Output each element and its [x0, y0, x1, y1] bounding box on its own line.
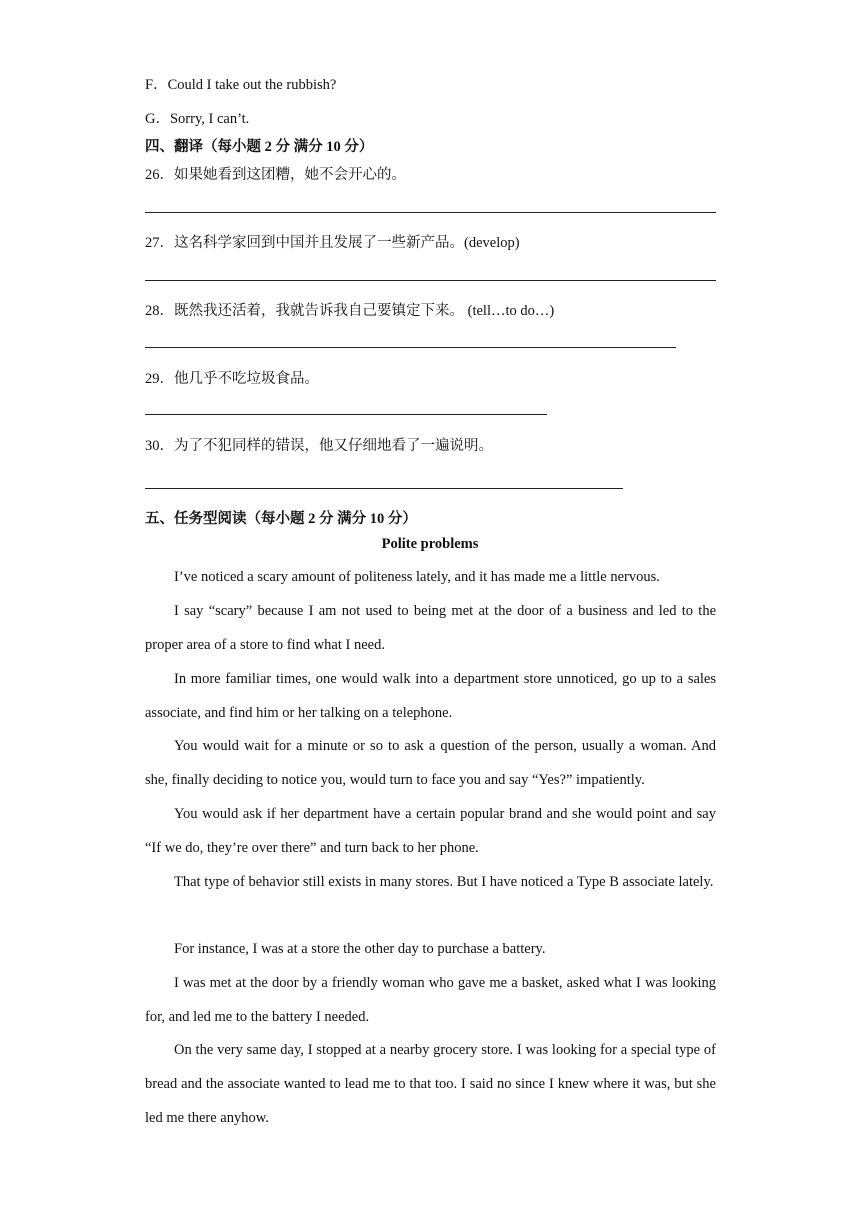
option-g: G．Sorry, I can’t.: [145, 111, 250, 127]
question-29: 29．他几乎不吃垃圾食品。: [145, 371, 319, 387]
answer-line-29[interactable]: [145, 414, 547, 415]
passage-paragraph: I say “scary” because I am not used to being met at the door of a business and led to the proper area of a store to find what I need.: [145, 603, 716, 653]
passage-paragraph: That type of behavior still exists in many stores. But I have noticed a Type B associate lately.: [174, 874, 714, 890]
question-30: 30．为了不犯同样的错误，他又仔细地看了一遍说明。: [145, 438, 493, 454]
passage-paragraph: You would ask if her department have a certain popular brand and she would point and say “If we do, they’re over there” and turn back to her phone.: [145, 806, 716, 856]
passage-paragraph: I’ve noticed a scary amount of politeness lately, and it has made me a little nervous.: [174, 569, 660, 585]
passage-paragraph: On the very same day, I stopped at a nearby grocery store. I was looking for a special type of bread and the associate wanted to lead me to that too. I said no since I knew where it was, but she led me there anyhow.: [145, 1042, 716, 1126]
passage-title: Polite problems: [381, 536, 479, 552]
passage-paragraph: In more familiar times, one would walk into a department store unnoticed, go up to a sales associate, and find him or her talking on a telephone.: [145, 671, 716, 721]
answer-line-30[interactable]: [145, 488, 623, 489]
question-28: 28．既然我还活着，我就告诉我自己要镇定下来。 (tell…to do…): [145, 303, 555, 319]
option-f: F．Could I take out the rubbish?: [145, 77, 337, 93]
passage-paragraph: You would wait for a minute or so to ask a question of the person, usually a woman. And she, finally deciding to notice you, would turn to face you and say “Yes?” impatiently.: [145, 738, 716, 788]
answer-line-26[interactable]: [145, 212, 716, 213]
section5-heading: 五、任务型阅读（每小题 2 分 满分 10 分）: [145, 511, 417, 527]
answer-line-27[interactable]: [145, 280, 716, 281]
question-27: 27．这名科学家回到中国并且发展了一些新产品。(develop): [145, 235, 520, 251]
section4-heading: 四、翻译（每小题 2 分 满分 10 分）: [145, 139, 374, 155]
passage-paragraph: I was met at the door by a friendly woman who gave me a basket, asked what I was looking for, and led me to the battery I needed.: [145, 975, 716, 1025]
passage-paragraph: For instance, I was at a store the other day to purchase a battery.: [174, 941, 546, 957]
answer-line-28[interactable]: [145, 347, 676, 348]
question-26: 26．如果她看到这团糟，她不会开心的。: [145, 167, 406, 183]
